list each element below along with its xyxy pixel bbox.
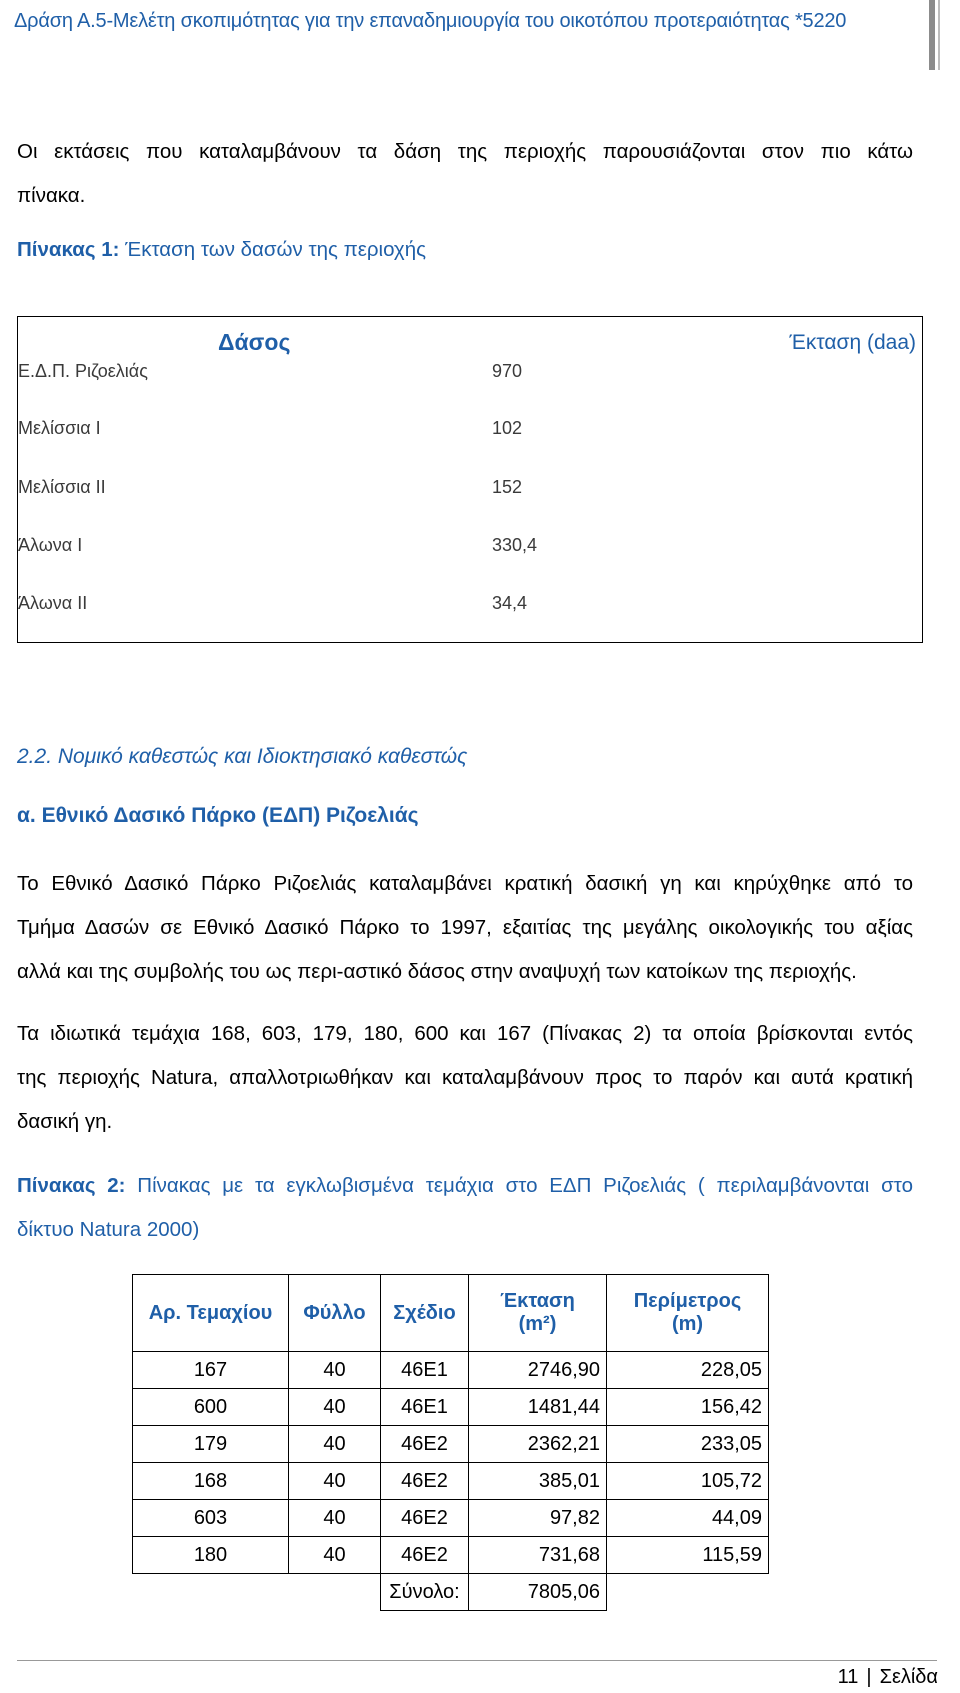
col-header-area xyxy=(469,1275,607,1352)
page-number-value: 11 xyxy=(837,1666,859,1688)
table2-caption-line xyxy=(17,1164,913,1208)
section-subheading: 2.2. Νομικό καθεστώς και Ιδιοκτησιακό καθεστώς xyxy=(17,745,468,768)
cell-area: 2746,90 xyxy=(469,1352,607,1389)
forest-area: 330,4 xyxy=(492,535,538,555)
cell-plot: 167 xyxy=(133,1352,289,1389)
paragraph-line: Το Εθνικό Δασικό Πάρκο Ριζοελιάς καταλαμβάνει κρατική δασική γη και κηρύχθηκε από το xyxy=(17,872,913,895)
cell-perimeter: 228,05 xyxy=(607,1352,769,1389)
table-row xyxy=(133,1352,769,1389)
table-row xyxy=(18,581,922,637)
cell-plot: 600 xyxy=(133,1389,289,1426)
cell-area: 385,01 xyxy=(469,1463,607,1500)
cell-plot: 603 xyxy=(133,1500,289,1537)
forest-name: Μελίσσια ΙΙ xyxy=(18,477,106,497)
cell-sheet: 40 xyxy=(289,1426,381,1463)
col-header-sheet: Φύλλο xyxy=(289,1275,381,1352)
forest-area: 152 xyxy=(492,477,523,497)
col-header-area-l2: (m²) xyxy=(518,1313,557,1335)
cell-plan: 46Ε1 xyxy=(381,1389,469,1426)
cell-plot: 180 xyxy=(133,1537,289,1574)
intro-line: πίνακα. xyxy=(17,184,86,207)
forest-name: Μελίσσια Ι xyxy=(18,418,101,438)
table-row xyxy=(133,1463,769,1500)
paragraph-line: δασική γη. xyxy=(17,1110,113,1133)
empty-cell xyxy=(289,1574,381,1611)
paragraph-2 xyxy=(17,1012,913,1144)
table2-caption-label: Πίνακας 2: xyxy=(17,1174,126,1197)
enclosed-plots-table xyxy=(132,1274,769,1611)
cell-plot: 168 xyxy=(133,1463,289,1500)
cell-plan: 46Ε2 xyxy=(381,1537,469,1574)
col-header-plan: Σχέδιο xyxy=(381,1275,469,1352)
cell-area: 731,68 xyxy=(469,1537,607,1574)
col-header-perimeter xyxy=(607,1275,769,1352)
table1-caption-text: Έκταση των δασών της περιοχής xyxy=(119,238,426,261)
cell-area: 1481,44 xyxy=(469,1389,607,1426)
paragraph-line: της περιοχής Natura, απαλλοτριωθήκαν και καταλαμβάνουν προς το παρόν και αυτά κρατική xyxy=(17,1066,913,1089)
col-header-perimeter-l1: Περίμετρος xyxy=(633,1290,742,1312)
cell-sheet: 40 xyxy=(289,1389,381,1426)
cell-perimeter: 233,05 xyxy=(607,1426,769,1463)
cell-plan: 46Ε2 xyxy=(381,1500,469,1537)
cell-area: 97,82 xyxy=(469,1500,607,1537)
footer-divider xyxy=(17,1660,937,1661)
empty-cell xyxy=(133,1574,289,1611)
forest-area: 34,4 xyxy=(492,593,528,613)
col-header-plot: Αρ. Τεμαχίου xyxy=(133,1275,289,1352)
empty-cell xyxy=(607,1574,769,1611)
forest-name: Άλωνα ΙΙ xyxy=(18,593,88,613)
paragraph-line: Τα ιδιωτικά τεμάχια 168, 603, 179, 180, 600 και 167 (Πίνακας 2) τα οποία βρίσκονται εντός xyxy=(17,1022,913,1045)
forest-area-table xyxy=(17,316,923,643)
table-row xyxy=(133,1537,769,1574)
paragraph-1 xyxy=(17,862,913,994)
cell-sheet: 40 xyxy=(289,1500,381,1537)
table-header-row xyxy=(133,1275,769,1352)
table1-header-forest: Δάσος xyxy=(218,329,291,355)
table-row xyxy=(18,406,922,462)
forest-name: Άλωνα Ι xyxy=(18,535,83,555)
cell-plan: 46Ε2 xyxy=(381,1426,469,1463)
intro-paragraph xyxy=(17,130,913,218)
document-header-title: Δράση Α.5-Μελέτη σκοπιμότητας για την επαναδημιουργία του οικοτόπου προτεραιότητας *5220 xyxy=(14,10,847,32)
table2-caption xyxy=(17,1164,913,1252)
table-row xyxy=(133,1500,769,1537)
cell-sheet: 40 xyxy=(289,1463,381,1500)
table-row xyxy=(133,1426,769,1463)
cell-sheet: 40 xyxy=(289,1352,381,1389)
total-value: 7805,06 xyxy=(469,1574,607,1611)
page-word: Σελίδα xyxy=(879,1666,938,1688)
cell-perimeter: 115,59 xyxy=(607,1537,769,1574)
table-row xyxy=(18,465,922,521)
cell-area: 2362,21 xyxy=(469,1426,607,1463)
cell-perimeter: 156,42 xyxy=(607,1389,769,1426)
table1-caption xyxy=(17,238,426,262)
intro-line: Οι εκτάσεις που καταλαμβάνουν τα δάση της περιοχής παρουσιάζονται στον πιο κάτω xyxy=(17,140,913,163)
table-row xyxy=(18,349,922,405)
table2-caption-line: δίκτυο Natura 2000) xyxy=(17,1218,200,1241)
table1-header-area: Έκταση (daa) xyxy=(789,331,916,354)
page-number-separator: | xyxy=(866,1666,872,1688)
table-row xyxy=(18,523,922,579)
header-accent-bar xyxy=(929,0,935,70)
col-header-perimeter-l2: (m) xyxy=(671,1313,704,1335)
table-total-row xyxy=(133,1574,769,1611)
cell-perimeter: 105,72 xyxy=(607,1463,769,1500)
total-label: Σύνολο: xyxy=(381,1574,469,1611)
cell-plan: 46Ε2 xyxy=(381,1463,469,1500)
forest-area: 102 xyxy=(492,418,523,438)
forest-name: Ε.Δ.Π. Ριζοελιάς xyxy=(18,361,148,381)
col-header-area-l1: Έκταση xyxy=(500,1290,575,1312)
cell-sheet: 40 xyxy=(289,1537,381,1574)
table2-caption-text: Πίνακας με τα εγκλωβισμένα τεμάχια στο ΕΔΠ Ριζοελιάς ( περιλαμβάνονται στο xyxy=(125,1174,913,1197)
forest-area: 970 xyxy=(492,361,523,381)
page-number xyxy=(838,1666,938,1689)
table1-caption-label: Πίνακας 1: xyxy=(17,238,120,261)
cell-plan: 46Ε1 xyxy=(381,1352,469,1389)
header-accent-bar-thin xyxy=(938,0,940,70)
table-row xyxy=(133,1389,769,1426)
cell-perimeter: 44,09 xyxy=(607,1500,769,1537)
paragraph-line: Τμήμα Δασών σε Εθνικό Δασικό Πάρκο το 1997, εξαιτίας της μεγάλης οικολογικής του αξίας xyxy=(17,916,913,939)
paragraph-line: αλλά και της συμβολής του ως περι-αστικό δάσος στην αναψυχή των κατοίκων της περιοχής. xyxy=(17,960,857,983)
cell-plot: 179 xyxy=(133,1426,289,1463)
section-heading: α. Εθνικό Δασικό Πάρκο (ΕΔΠ) Ριζοελιάς xyxy=(17,804,419,827)
